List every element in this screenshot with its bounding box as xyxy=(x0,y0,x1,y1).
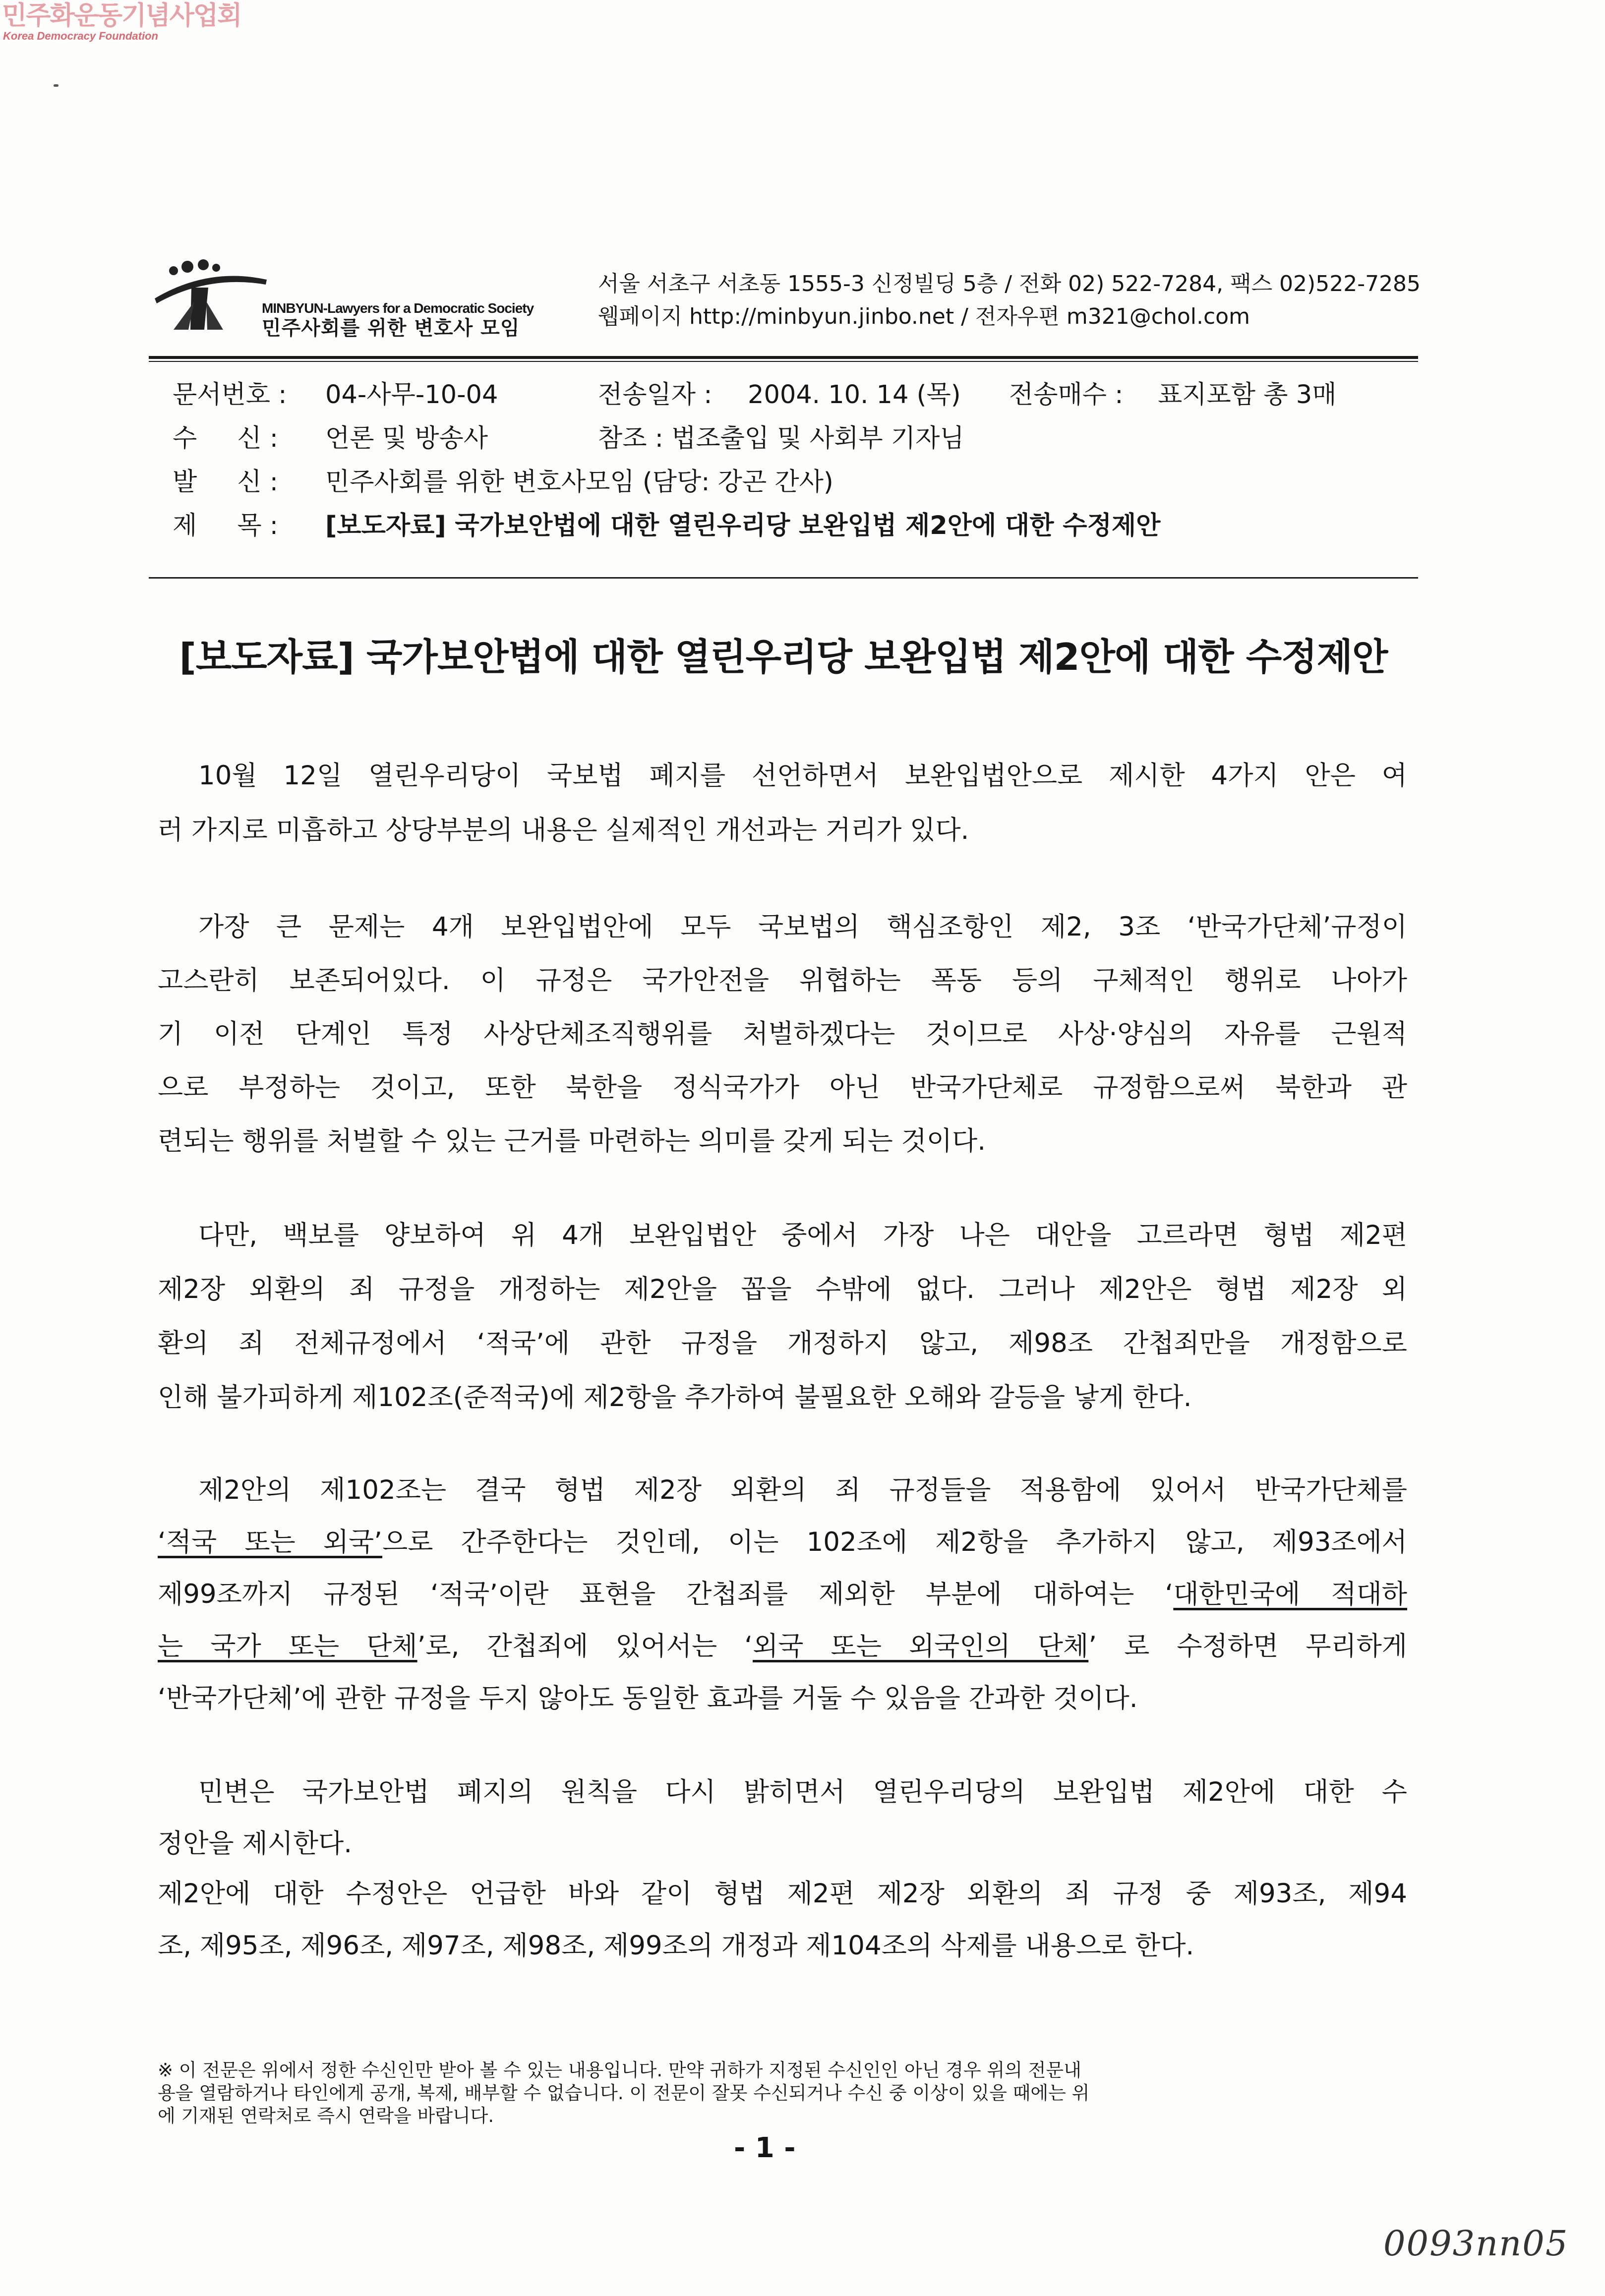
minbyun-logo-icon xyxy=(149,258,268,335)
p2-line-2: 고스란히 보존되어있다. 이 규정은 국가안전을 위협하는 폭동 등의 구체적인 행위로 나아가 xyxy=(158,965,1407,996)
header-rule-thin xyxy=(149,361,1418,362)
p3-line-3: 환의 죄 전체규정에서 ‘적국’에 관한 규정을 개정하지 않고, 제98조 간첩죄만을 개정함으로 xyxy=(158,1328,1407,1358)
p1-line-1: 10월 12일 열린우리당이 국보법 폐지를 선언하면서 보완입법안으로 제시한 4가지 안은 여 xyxy=(198,761,1407,791)
to-label: 수 신 : xyxy=(173,424,278,453)
p3-line-4: 인해 불가피하게 제102조(준적국)에 제2항을 추가하여 불필요한 오해와 갈등을 낳게 한다. xyxy=(158,1382,1192,1413)
fields-rule xyxy=(149,577,1418,579)
p4-line-5: ‘반국가단체’에 관한 규정을 두지 않아도 동일한 효과를 거둘 수 있음을 간과한 것이다. xyxy=(158,1683,1138,1713)
p4-line-1: 제2안의 제102조는 결국 형법 제2장 외환의 죄 규정들을 적용함에 있어서 반국가단체를 xyxy=(198,1475,1407,1505)
footer-notice-line-2: 용을 열람하거나 타인에게 공개, 복제, 배부할 수 없습니다. 이 전문이 잘못 수신되거나 수신 중 이상이 있을 때에는 위 xyxy=(158,2082,1090,2104)
p3-line-2: 제2장 외환의 죄 규정을 개정하는 제2안을 꼽을 수밖에 없다. 그러나 제2안은 형법 제2장 외 xyxy=(158,1274,1407,1304)
pages-label: 전송매수 : xyxy=(1009,380,1124,410)
doc-no-value: 04-사무-10-04 xyxy=(325,380,498,410)
sent-date-value: 2004. 10. 14 (목) xyxy=(748,380,961,410)
to-value: 언론 및 방송사 xyxy=(325,424,488,453)
letterhead-contact xyxy=(598,268,1421,333)
handwritten-archive-id: 0093nn05 xyxy=(1383,2223,1569,2264)
p5-line-2: 정안을 제시한다. xyxy=(158,1828,353,1859)
p3-line-1: 다만, 백보를 양보하여 위 4개 보완입법안 중에서 가장 나은 대안을 고르라면 형법 제2편 xyxy=(198,1220,1407,1250)
underlined-phrase: 외국 또는 외국인의 단체 xyxy=(753,1631,1089,1661)
ref-value: 참조 : 법조출입 및 사회부 기자님 xyxy=(598,424,964,453)
header-rule xyxy=(149,356,1418,359)
page-number: - 1 - xyxy=(734,2132,796,2164)
watermark-org-en: Korea Democracy Foundation xyxy=(3,30,158,42)
p2-line-4: 으로 부정하는 것이고, 또한 북한을 정식국가가 아닌 반국가단체로 규정함으로써 북한과 관 xyxy=(158,1072,1407,1103)
subject-value: [보도자료] 국가보안법에 대한 열린우리당 보완입법 제2안에 대한 수정제안 xyxy=(325,511,1161,540)
scan-speck xyxy=(54,84,59,87)
footer-notice-line-3: 에 기재된 연락처로 즉시 연락을 바랍니다. xyxy=(158,2105,494,2126)
pages-value: 표지포함 총 3매 xyxy=(1158,380,1337,410)
p1-line-2: 러 가지로 미흡하고 상당부분의 내용은 실제적인 개선과는 거리가 있다. xyxy=(158,815,969,845)
p2-line-1: 가장 큰 문제는 4개 보완입법안에 모두 국보법의 핵심조항인 제2, 3조 ‘반국가단체’규정이 xyxy=(198,912,1407,942)
underlined-phrase: ‘적국 또는 외국’ xyxy=(158,1527,383,1557)
from-label: 발 신 : xyxy=(173,468,278,497)
document-title: [보도자료] 국가보안법에 대한 열린우리당 보완입법 제2안에 대한 수정제안 xyxy=(179,635,1388,679)
p4-line-3: 제99조까지 규정된 ‘적국’이란 표현을 간첩죄를 제외한 부분에 대하여는 ‘대한민국에 적대하 xyxy=(158,1579,1407,1609)
doc-no-label: 문서번호 : xyxy=(173,380,287,410)
watermark-org-ko: 민주화운동기념사업회 xyxy=(2,1,241,31)
p2-line-5: 련되는 행위를 처벌할 수 있는 근거를 마련하는 의미를 갖게 되는 것이다. xyxy=(158,1126,986,1156)
from-value: 민주사회를 위한 변호사모임 (담당: 강곤 간사) xyxy=(325,468,833,497)
underlined-phrase: 대한민국에 적대하 xyxy=(1173,1579,1407,1609)
org-name-en: MINBYUN-Lawyers for a Democratic Society xyxy=(262,300,534,316)
p6-line-1: 제2안에 대한 수정안은 언급한 바와 같이 형법 제2편 제2장 외환의 죄 규정 중 제93조, 제94 xyxy=(158,1879,1407,1909)
p4-line-2: ‘적국 또는 외국’으로 간주한다는 것인데, 이는 102조에 제2항을 추가하지 않고, 제93조에서 xyxy=(158,1527,1408,1557)
address-line: 서울 서초구 서초동 1555-3 신정빌딩 5층 / 전화 02) 522-7284, 팩스 02)522-7285 xyxy=(598,271,1421,296)
footer-notice-line-1: ※ 이 전문은 위에서 정한 수신인만 받아 볼 수 있는 내용입니다. 만약 귀하가 지정된 수신인인 아닌 경우 위의 전문내 xyxy=(158,2060,1081,2081)
org-name-ko: 민주사회를 위한 변호사 모임 xyxy=(262,317,520,340)
underlined-phrase: 는 국가 또는 단체 xyxy=(158,1631,417,1661)
sent-date-label: 전송일자 : xyxy=(598,380,713,410)
p2-line-3: 기 이전 단계인 특정 사상단체조직행위를 처벌하겠다는 것이므로 사상·양심의 자유를 근원적 xyxy=(158,1019,1407,1049)
p5-line-1: 민변은 국가보안법 폐지의 원칙을 다시 밝히면서 열린우리당의 보완입법 제2안에 대한 수 xyxy=(198,1777,1407,1807)
web-email-line: 웹페이지 http://minbyun.jinbo.net / 전자우편 m321@chol.com xyxy=(598,304,1250,329)
subject-label: 제 목 : xyxy=(173,511,278,540)
p4-line-4: 는 국가 또는 단체’로, 간첩죄에 있어서는 ‘외국 또는 외국인의 단체’ 로 수정하면 무리하게 xyxy=(158,1631,1408,1661)
p6-line-2: 조, 제95조, 제96조, 제97조, 제98조, 제99조의 개정과 제104조의 삭제를 내용으로 한다. xyxy=(158,1931,1194,1961)
